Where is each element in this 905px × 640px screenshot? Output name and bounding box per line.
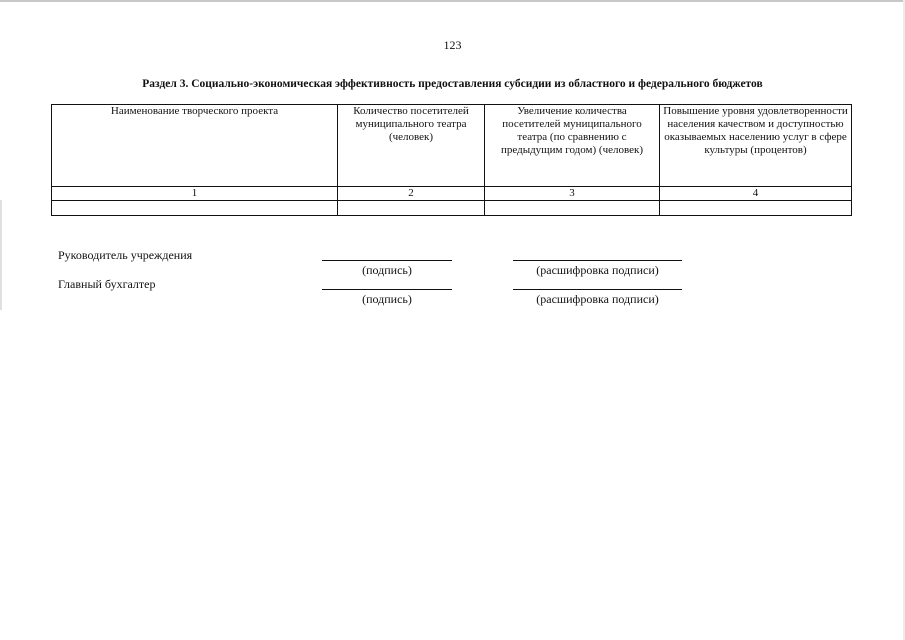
table-row xyxy=(52,201,852,216)
accountant-transcript-line[interactable] xyxy=(513,289,682,290)
table-cell[interactable] xyxy=(338,201,485,216)
table-header-row xyxy=(52,105,852,187)
column-number: 1 xyxy=(52,187,338,201)
column-header-project-name: Наименование творческого проекта xyxy=(52,105,338,187)
head-signature-line[interactable] xyxy=(322,260,452,261)
head-signature-caption: (подпись) xyxy=(362,263,412,277)
column-number: 2 xyxy=(338,187,485,201)
head-of-institution-label: Руководитель учреждения xyxy=(58,248,193,262)
column-number: 4 xyxy=(660,187,852,201)
column-header-satisfaction-level: Повышение уровня удовлетворенности населения качеством и доступностью оказываемых населению услуг в сфере культуры (процентов) xyxy=(660,105,852,187)
head-transcript-line[interactable] xyxy=(513,260,682,261)
column-header-visitors-increase: Увеличение количества посетителей муниципального театра (по сравнению с предыдущим годом) (человек) xyxy=(485,105,660,187)
accountant-signature-line[interactable] xyxy=(322,289,452,290)
accountant-transcript-caption: (расшифровка подписи) xyxy=(536,292,659,306)
section-title: Раздел 3. Социально-экономическая эффективность предоставления субсидии из областного и федерального бюджетов xyxy=(142,78,763,90)
chief-accountant-label: Главный бухгалтер xyxy=(58,277,156,291)
scan-edge-top xyxy=(0,0,905,2)
page-number: 123 xyxy=(443,38,462,52)
table-cell[interactable] xyxy=(485,201,660,216)
efficiency-table xyxy=(51,104,852,216)
table-cell[interactable] xyxy=(660,201,852,216)
column-number-row xyxy=(52,187,852,201)
head-transcript-caption: (расшифровка подписи) xyxy=(536,263,659,277)
column-number: 3 xyxy=(485,187,660,201)
scan-edge-left xyxy=(0,200,2,310)
accountant-signature-caption: (подпись) xyxy=(362,292,412,306)
table-cell[interactable] xyxy=(52,201,338,216)
column-header-visitors-count: Количество посетителей муниципального театра (человек) xyxy=(338,105,485,187)
